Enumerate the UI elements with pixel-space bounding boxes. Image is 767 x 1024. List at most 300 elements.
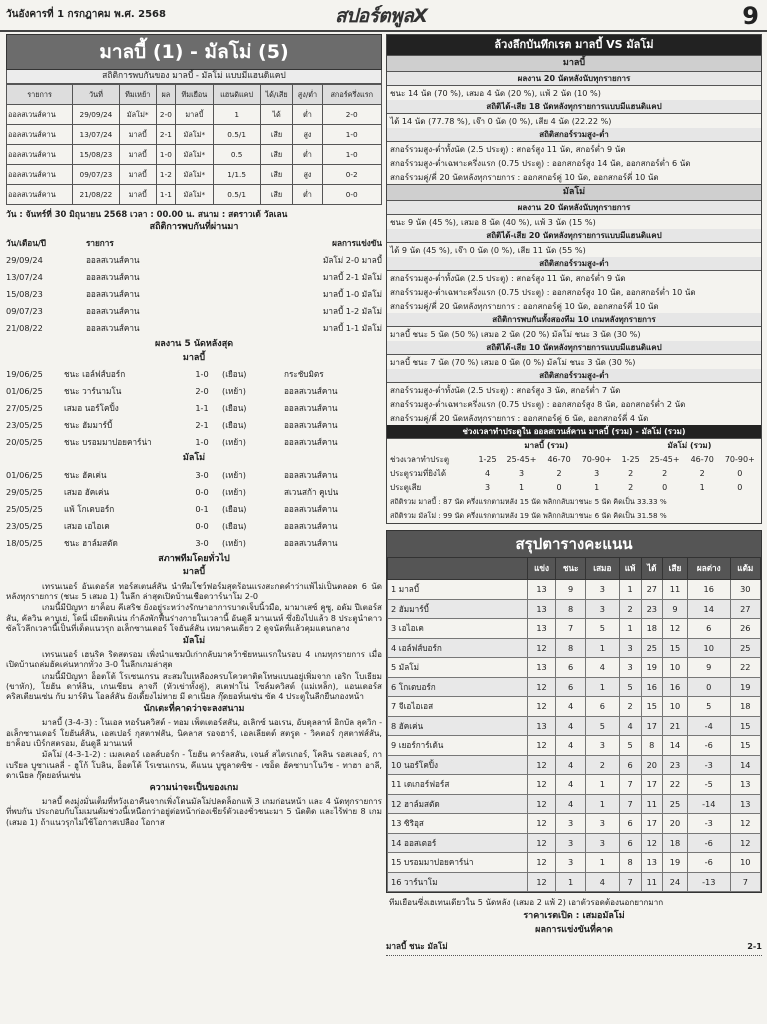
standings-row [388, 599, 761, 619]
standings-cell: 12 [527, 794, 556, 814]
standings-cell: 10 [687, 638, 730, 658]
team2-s2: สถิติได้-เสีย 20 นัดหลังทุกรายการแบบมีแฮนดิแคป [387, 229, 761, 243]
past-head-result: ผลการแข่งขัน [332, 238, 382, 249]
match-info: วัน : จันทร์ที่ 30 มิถุนายน 2568 เวลา : 00.00 น. สนาม : สตราวเด้ วัลเลน [6, 208, 288, 219]
h2h-cell: มาลบี้ [119, 184, 156, 204]
standings-cell: 7 [730, 872, 760, 892]
team2-l3: สกอร์รวมสูง-ต่ำทั้งนัด (2.5 ประตู) : สกอร์สูง 11 นัด, สกอร์ต่ำ 9 นัด [390, 273, 626, 283]
standings-cell: 6 [619, 755, 641, 775]
standings-cell: 15 [730, 736, 760, 756]
standings-cell: 9 เยอร์การ์เด้น [388, 736, 528, 756]
standings-cell: 4 [556, 716, 586, 736]
last5-cell: 27/05/25 [6, 403, 43, 414]
standings-cell: 5 [619, 677, 641, 697]
standings-cell: 12 [663, 619, 688, 639]
standings-title: สรุปตารางคะแนน [387, 531, 761, 557]
h2h-cell: เสีย [260, 144, 293, 164]
standings-cell: 12 [527, 755, 556, 775]
standings-cell: 17 [641, 775, 662, 795]
last5-cell: แพ้ โกเตบอร์ก [64, 503, 115, 514]
last5-cell: ออลสเวนส์คาน [284, 386, 338, 397]
past-comp: ออลสเวนส์คาน [86, 306, 140, 317]
standings-cell: 10 [663, 658, 688, 678]
predicted-result-score: 2-1 [747, 941, 762, 952]
standings-cell: 5 [585, 716, 619, 736]
last5-cell: 1-0 [195, 369, 209, 380]
h2h-cell: 09/07/23 [73, 164, 120, 184]
last5-cell: 0-1 [195, 503, 209, 514]
past-comp: ออลสเวนส์คาน [86, 323, 140, 334]
h2h-row [7, 164, 382, 184]
h2h-cell: มาลบี้ [119, 124, 156, 144]
h2h-cell: 0.5/1 [213, 124, 260, 144]
timing-team2: มัลโม่ (รวม) [667, 440, 712, 450]
predicted-result-title: ผลการแข่งขันที่คาด [535, 924, 613, 935]
match-title: มาลบี้ (1) - มัลโม่ (5) [6, 34, 382, 70]
standings-cell: 5 [619, 736, 641, 756]
standings-cell: 19 [641, 658, 662, 678]
lineup-team1: มาลบี้ (3-4-3) : โนเอล ทอร์นควิสต์ - ทอม เพ็ตเตอร์สสัน, อเลิกซ์ นอเรน, อับดุลลาห์ อิกบัล ลุควิก - อเล็กซานเดอร์ โยฮันส์สัน, เอสเปอร์ กุสตาฟสัน, นิคลาส รอจฮาร์, เอลเลียตต์ สตรูด - วิคตอร์ กุสตาฟส์สัน, ยาค็อบ เบิร์กสตรอม, อันดูลี มานเนห์ [6, 717, 382, 749]
standings-cell: 26 [730, 619, 760, 639]
h2h-cell: 1-1 [156, 184, 175, 204]
team1-band: มาลบี้ [387, 55, 761, 72]
last5-row [6, 366, 382, 383]
standings-cell: 12 [527, 853, 556, 873]
last5-row [6, 400, 382, 417]
last5-team1-name: มาลบี้ [182, 352, 206, 363]
past-date: 13/07/24 [6, 272, 43, 283]
standings-cell: 11 [641, 794, 662, 814]
prediction-para: มาลบี้ คงมุ่งมั่นเต็มที่หวังเอาคืนจากเพิ่งโดนมัลโม่ปลดล็อกแพ้ 3 เกมก่อนหน้า และ 4 นัดทุกรายการที่พบกัน ประกอบกับโมเมนตัมช่วงนี้เหนือกว่าอยู่ต่อหน้าก่องเชียร์ตัวเองชั่วชนะมา 5 นัดติด และไร้พ่าย 8 เกม (เสมอ 1) ถ้าแนวรุกไม่ใช้โอกาสเปลือง โอกาส [6, 796, 382, 827]
standings-cell: 3 [585, 599, 619, 619]
standings-cell: 27 [730, 599, 760, 619]
standings-cell: -6 [687, 736, 730, 756]
last5-cell: 01/06/25 [6, 469, 43, 480]
h2h-cell: 0.5/1 [213, 184, 260, 204]
standings-cell: 16 [687, 580, 730, 600]
standings-row [388, 833, 761, 853]
standings-cell: 7 [619, 872, 641, 892]
h2h-cell: มาลบี้ [119, 144, 156, 164]
standings-cell: 3 เอไอเค [388, 619, 528, 639]
standings-col-header: ผลต่าง [687, 558, 730, 580]
h2h-subtitle: สถิติการพบกันของ มาลบี้ - มัลโม่ แบบมีแฮนดิแคป [6, 70, 382, 84]
standings-cell: 4 [556, 736, 586, 756]
team1-l5: สกอร์รวมคู่/คี่ 20 นัดหลังทุกรายการ : ออกสกอร์คู่ 10 นัด, ออกสกอร์คี่ 10 นัด [390, 172, 659, 182]
standings-cell: 10 [730, 853, 760, 873]
past-meetings-title: สถิติการพบกันที่ผ่านมา [149, 221, 239, 232]
past-meeting-row [6, 320, 382, 337]
team2-l5: สกอร์รวมคู่/คี่ 20 นัดหลังทุกรายการ : ออกสกอร์คู่ 10 นัด, ออกสกอร์คี่ 10 นัด [390, 301, 659, 311]
standings-cell: 15 [730, 716, 760, 736]
standings-row [388, 638, 761, 658]
standings-cell: 23 [663, 755, 688, 775]
standings-cell: 13 [730, 794, 760, 814]
last5-cell: (เหย้า) [222, 537, 246, 548]
standings-cell: 3 [585, 814, 619, 834]
h2h-row [7, 104, 382, 124]
standings-cell: 21 [663, 716, 688, 736]
standings-col-header: แข่ง [527, 558, 556, 580]
standings-cell: 22 [730, 658, 760, 678]
past-date: 15/08/23 [6, 289, 43, 300]
standings-cell: 18 [663, 833, 688, 853]
timing-table [387, 439, 761, 495]
team1-l4: สกอร์รวมสูง-ต่ำเฉพาะครึ่งแรก (0.75 ประตู) : ออกสกอร์สูง 14 นัด, ออกสกอร์ต่ำ 6 นัด [390, 158, 691, 168]
h2h-s1: สถิติการพบกันทั้งสองทีม 10 เกมหลังทุกรายการ [387, 313, 761, 327]
last5-cell: 20/05/25 [6, 437, 43, 448]
standings-cell: 4 [556, 775, 586, 795]
standings-cell: 14 [663, 736, 688, 756]
standings-cell: -3 [687, 814, 730, 834]
standings-cell: 13 ซิริอุส [388, 814, 528, 834]
timing-cell: 4 [484, 468, 491, 478]
last5-row [6, 535, 382, 552]
standings-cell: 1 [585, 677, 619, 697]
standings-col-header: เสีย [663, 558, 688, 580]
last5-cell: 23/05/25 [6, 520, 43, 531]
last5-team2-list [6, 467, 382, 552]
last5-cell: 1-0 [195, 437, 209, 448]
standings-cell: 5 [687, 697, 730, 717]
rate-stats-title: ล้วงลึกบันทึกเรต มาลบี้ VS มัลโม่ [387, 35, 761, 55]
standings-cell: 12 [730, 833, 760, 853]
last5-cell: (เหย้า) [222, 386, 246, 397]
h2h-col-header: ทีมเหย้า [119, 84, 156, 104]
h2h-cell: เสีย [260, 124, 293, 144]
standings-cell: 19 [730, 677, 760, 697]
last5-cell: (เยือน) [222, 420, 247, 431]
opening-rate: ราคาเรตเปิด : เสมอมัลโม่ [523, 911, 625, 921]
timing-cell: 0 [662, 482, 668, 492]
last5-cell: ชนะ เอล์ฟส์บอร์ก [64, 369, 126, 380]
past-date: 09/07/23 [6, 306, 43, 317]
timing-label: ช่วงเวลาทำประตู [390, 454, 450, 464]
h2h-cell: มัลโม่* [176, 184, 214, 204]
h2h-cell: 1/1.5 [213, 164, 260, 184]
standings-cell: 15 [641, 697, 662, 717]
standings-cell: 13 [730, 775, 760, 795]
h2h-cell: มาลบี้ [176, 104, 214, 124]
standings-col-header: ชนะ [556, 558, 586, 580]
standings-cell: -3 [687, 755, 730, 775]
h2h-cell: เสีย [260, 184, 293, 204]
team1-s3: สถิติสกอร์รวมสูง-ต่ำ [387, 128, 761, 142]
standings-cell: -6 [687, 833, 730, 853]
standings-row [388, 716, 761, 736]
standings-row [388, 794, 761, 814]
past-result: มาลบี้ 1-0 มัลโม่ [323, 289, 382, 300]
standings-cell: 10 นอร์โคปิ้ง [388, 755, 528, 775]
lineup-title: นักเตะที่คาดว่าจะลงสนาม [143, 703, 245, 714]
h2h-cell: 2-0 [322, 104, 382, 124]
last5-cell: ชนะ ฮัคเค่น [64, 469, 107, 480]
last5-cell: 3-0 [195, 537, 209, 548]
standings-cell: 2 [585, 755, 619, 775]
h2h-cell: สูง [293, 124, 322, 144]
standings-cell: 14 [687, 599, 730, 619]
standings-cell: 12 [527, 697, 556, 717]
h2h-cell: ได้ [260, 104, 293, 124]
past-date: 29/09/24 [6, 255, 43, 266]
last5-cell: ชนะ วาร์นามโน [64, 386, 122, 397]
standings-cell: 25 [663, 794, 688, 814]
past-meeting-row [6, 252, 382, 269]
last5-cell: 1-1 [195, 403, 209, 414]
rate-stats-box [386, 34, 762, 524]
standings-row [388, 658, 761, 678]
last5-row [6, 501, 382, 518]
standings-footnote: ทีมเยือนซึ่งเฮเทนเดียวใน 5 นัดหลัง (เสมอ 2 แพ้ 2) เอาตัวรอดต้องนอกยากมาก [389, 897, 664, 907]
timing-cell: 1 [518, 482, 525, 492]
last5-team1-list [6, 366, 382, 451]
team2-s3: สถิติสกอร์รวมสูง-ต่ำ [387, 257, 761, 271]
standings-cell: 10 [663, 697, 688, 717]
standings-cell: 16 [663, 677, 688, 697]
standings-cell: 1 [619, 580, 641, 600]
past-head-date: วัน/เดือน/ปี [6, 238, 47, 249]
last5-cell: ออลสเวนส์คาน [284, 420, 338, 431]
standings-cell: 14 ออสเตอร์ [388, 833, 528, 853]
timing-cell: 0 [737, 468, 743, 478]
last5-cell: (เยือน) [222, 403, 247, 414]
last5-cell: ออลสเวนส์คาน [284, 403, 338, 414]
form-team2: มัลโม่ [182, 635, 206, 646]
team2-s1: ผลงาน 20 นัดหลังนับทุกรายการ [387, 201, 761, 215]
standings-cell: 7 จีเอไอเอส [388, 697, 528, 717]
last5-cell: 25/05/25 [6, 503, 43, 514]
standings-cell: -14 [687, 794, 730, 814]
h2h-col-header: แฮนดิแคป [213, 84, 260, 104]
standings-cell: 25 [641, 638, 662, 658]
standings-cell: 25 [730, 638, 760, 658]
standings-cell: 1 [556, 872, 586, 892]
timing-cell: 3 [594, 468, 600, 478]
standings-cell: 4 [556, 794, 586, 814]
standings-cell: 12 ฮาล์มสตัด [388, 794, 528, 814]
timing-conceded-label: ประตูเสีย [390, 482, 422, 492]
timing-cell: 2 [556, 468, 562, 478]
standings-cell: 16 วาร์นาโม [388, 872, 528, 892]
past-result: มาลบี้ 2-1 มัลโม่ [323, 272, 382, 283]
h2h-cell: ออลสเวนส์คาน [7, 144, 73, 164]
standings-cell: 5 มัลโม่ [388, 658, 528, 678]
h2h-cell: มัลโม่* [176, 144, 214, 164]
last5-cell: 29/05/25 [6, 486, 43, 497]
standings-cell: 14 [730, 755, 760, 775]
timing-cell: 0 [556, 482, 562, 492]
h2h-cell: สูง [293, 164, 322, 184]
page-number: 9 [742, 2, 759, 30]
timing-cell: 3 [518, 468, 525, 478]
timing-cell: 2 [699, 468, 705, 478]
lineup-team2: มัลโม่ (4-3-1-2) : เมลเคอร์ เอลส์บอร์ก - โยฮัน คาร์ลสสัน, เจนส์ สไตรเกอร์, โคลิน รอสเลอร์, กาเบรียล บูซาเนลลี่ - ฮูโก้ โบลิน, อ็อตโต้ โรเซนเกรน, คีแนน บูซูลาดซิช - เซอ็ด ฮัคซาบาโนวิช - ทาฮา อาลี, ดาเนียล กุ๊ดยอห์นเซ่น [6, 749, 382, 781]
timing-title: ช่วงเวลาทำประตูใน ออลสเวนส์คาน มาลบี้ (รวม) - มัลโม่ (รวม) [387, 425, 761, 439]
past-meeting-row [6, 269, 382, 286]
standings-cell: 7 [619, 775, 641, 795]
timing-col-header: 25-45+ [649, 454, 680, 464]
standings-cell: 23 [641, 599, 662, 619]
last5-cell: (เยือน) [222, 369, 247, 380]
standings-cell: 6 [687, 619, 730, 639]
h2h-cell: มัลโม่* [176, 124, 214, 144]
timing-col-header: 70-90+ [581, 454, 612, 464]
h2h-cell: 1-0 [322, 144, 382, 164]
standings-row [388, 619, 761, 639]
h2h-col-header: ทีมเยือน [176, 84, 214, 104]
standings-cell: 2 [619, 599, 641, 619]
timing-cell: 2 [628, 468, 634, 478]
standings-cell: 8 [619, 853, 641, 873]
standings-cell: 2 ฮัมมาร์บี้ [388, 599, 528, 619]
standings-cell: 12 [527, 872, 556, 892]
standings-cell: 2 [619, 697, 641, 717]
h2h-cell: 21/08/22 [73, 184, 120, 204]
timing-cell: 1 [594, 482, 600, 492]
h2h-cell: 13/07/24 [73, 124, 120, 144]
last5-cell: 2-1 [195, 420, 209, 431]
standings-cell: 12 [527, 775, 556, 795]
last5-row [6, 518, 382, 535]
last5-cell: (เยือน) [222, 520, 247, 531]
standings-col-header: แต้ม [730, 558, 760, 580]
past-comp: ออลสเวนส์คาน [86, 255, 140, 266]
standings-cell: 13 [641, 853, 662, 873]
standings-cell: 13 [527, 580, 556, 600]
standings-row [388, 755, 761, 775]
standings-cell: 18 [641, 619, 662, 639]
standings-cell: 3 [585, 736, 619, 756]
past-head-comp: รายการ [86, 238, 114, 249]
h2h-cell: ออลสเวนส์คาน [7, 124, 73, 144]
standings-cell: 7 [619, 794, 641, 814]
left-column [6, 34, 382, 1024]
standings-cell: 4 [619, 716, 641, 736]
standings-cell: 9 [687, 658, 730, 678]
past-comp: ออลสเวนส์คาน [86, 272, 140, 283]
team2-band: มัลโม่ [387, 184, 761, 201]
last5-row [6, 383, 382, 400]
h2h-cell: 29/09/24 [73, 104, 120, 124]
h2h-l4: สกอร์รวมสูง-ต่ำเฉพาะครึ่งแรก (0.75 ประตู) : ออกสกอร์สูง 8 นัด, ออกสกอร์ต่ำ 2 นัด [390, 399, 686, 409]
standings-cell: 18 [730, 697, 760, 717]
h2h-cell: ต่ำ [293, 104, 322, 124]
standings-row [388, 580, 761, 600]
last5-row [6, 467, 382, 484]
past-result: มาลบี้ 1-1 มัลโม่ [323, 323, 382, 334]
standings-col-header: แพ้ [619, 558, 641, 580]
h2h-l5: สกอร์รวมคู่/คี่ 20 นัดหลังทุกรายการ : ออกสกอร์คู่ 6 นัด, ออกสกอร์คี่ 4 นัด [390, 413, 649, 423]
publication-logo: สปอร์ตพูลX [335, 5, 428, 27]
past-meeting-row [6, 303, 382, 320]
standings-row [388, 677, 761, 697]
h2h-cell: ออลสเวนส์คาน [7, 104, 73, 124]
standings-cell: -13 [687, 872, 730, 892]
h2h-cell: เสีย [260, 164, 293, 184]
form-title: สภาพทีมโดยทั่วไป [158, 553, 230, 564]
standings-cell: 9 [663, 599, 688, 619]
standings-cell: 12 [527, 814, 556, 834]
standings-cell: 11 [663, 580, 688, 600]
standings-cell: 1 [585, 775, 619, 795]
team2-l1: ชนะ 9 นัด (45 %), เสมอ 8 นัด (40 %), แพ้ 3 นัด (15 %) [390, 217, 596, 227]
form-team1: มาลบี้ [182, 567, 206, 578]
h2h-cell: 1 [213, 104, 260, 124]
last5-cell: ออลสเวนส์คาน [284, 537, 338, 548]
last5-cell: 0-0 [195, 486, 209, 497]
standings-cell: 5 [585, 619, 619, 639]
standings-cell: 12 [641, 833, 662, 853]
standings-row [388, 736, 761, 756]
last5-cell: 19/06/25 [6, 369, 43, 380]
last5-cell: สเวนสก้า คูเปน [284, 486, 339, 497]
timing-cell: 3 [484, 482, 491, 492]
last5-cell: เสมอ ฮัคเค่น [64, 486, 110, 497]
last5-cell: ออลสเวนส์คาน [284, 503, 338, 514]
h2h-s3: สถิติสกอร์รวมสูง-ต่ำ [387, 369, 761, 383]
standings-cell: 6 [556, 658, 586, 678]
past-date: 21/08/22 [6, 323, 43, 334]
form-team2-para2: เกมนี้มีปัญหา อ็อตโต้ โรเซนเกรน สะสมใบเหลืองครบโควตาติดโทษแบนอยู่เพิ่มจาก เอริก โบเธียม (ขาหัก), โยฮัน ดาห์ลิน, เกนเซียน ลาจกี (หัวเข่าทั้งคู่), สเตฟาโน่ โซล์มควิสต์ (แม่เหล็ก), แอนเดอร์ส คริสเตียนเซ่น กับ มาร์ติน โอลส์สัน ยังเดี้ยงไม่หาย มี ดาเนียล กุ๊ดยอห์นเซ่น ซัด 4 ประตูในลีกยืนกองหน้า [6, 670, 382, 702]
last5-cell: 23/05/25 [6, 420, 43, 431]
h2h-cell: มัลโม่* [119, 104, 156, 124]
h2h-cell: 1-0 [156, 144, 175, 164]
timing-team1: มาลบี้ (รวม) [524, 440, 569, 450]
last5-cell: (เหย้า) [222, 486, 246, 497]
last5-cell: ออลสเวนส์คาน [284, 437, 338, 448]
standings-cell: -6 [687, 853, 730, 873]
page-header [0, 0, 767, 32]
timing-col-header: 70-90+ [724, 454, 755, 464]
last5-cell: 0-0 [195, 520, 209, 531]
form-team2-para1: เทรนเนอร์ เฮนริค ริดสตรอม เพิ่งนำแชมป์เก่ากลับมาคว้าชัยหนแรกในรอบ 4 เกมทุกรายการ เมื่อเปิดบ้านถล่มฮัคเค่นหากทั่วง 3-0 ในลีกเกมล่าสุด [6, 649, 382, 670]
last5-cell: 3-0 [195, 469, 209, 480]
past-result: มาลบี้ 1-2 มัลโม่ [323, 306, 382, 317]
standings-cell: 12 [527, 736, 556, 756]
standings-cell: 20 [663, 814, 688, 834]
standings-cell: 6 [619, 814, 641, 834]
last5-row [6, 484, 382, 501]
predicted-result [386, 938, 762, 956]
standings-cell: 3 [585, 833, 619, 853]
standings-cell: 7 [556, 619, 586, 639]
timing-col-header: 46-70 [690, 454, 714, 464]
h2h-s2: สถิติได้-เสีย 10 นัดหลังทุกรายการแบบมีแฮนดิแคป [387, 341, 761, 355]
standings-cell: 13 [527, 619, 556, 639]
standings-cell: 3 [556, 853, 586, 873]
form-team1-para2: เกมนี้มีปัญหา ยาค็อบ คีเสริช ยังอยู่ระหว่างรักษาอาการบาดเจ็บนิ้วมือ, มามาเสซ์ คูซู, อดัม ปีเตอร์สสัน, คัลวิน คาบูเย่, โดนี่ เมียตติเน่น กำลังพักฟื้นร่างกายในเวลานี้ อันดูลี มานเนห์ ซึ่งยิงไปแล้ว 8 ประตูนำดาวซัลโวลีกเวลานี้เป็นที่เด็ดแนวรุก อเล็กซานเดอร์ โจฮันส์สัน เหมาคนเดียว 2 ดูจนัดที่แล้วคุมแดนกลาง [6, 602, 382, 634]
standings-cell: 1 [585, 853, 619, 873]
standings-col-header [388, 558, 528, 580]
last5-row [6, 417, 382, 434]
standings-cell: 4 [585, 872, 619, 892]
form-team1-para1: เทรนเนอร์ อันเดอร์ส ทอร์สเตนส์สัน นำทีมโชว์ฟอร์มสุดร้อนแรงสะกดคำว่าแพ้ไม่เป็นตลอด 6 นัดหลังทุกรายการ (ชนะ 5 เสมอ 1) ในลีก ล่าสุดเปิดบ้านเชือดวาร์นาโม 2-0 [6, 580, 382, 602]
past-meetings-header [6, 235, 382, 252]
timing-col-header: 1-25 [621, 454, 640, 464]
standings-row [388, 872, 761, 892]
standings-cell: 13 [527, 658, 556, 678]
last5-cell: ชนะ ฮัมมาร์บี้ [64, 420, 113, 431]
team2-l4: สกอร์รวมสูง-ต่ำเฉพาะครึ่งแรก (0.75 ประตู) : ออกสกอร์สูง 10 นัด, ออกสกอร์ต่ำ 10 นัด [390, 287, 696, 297]
standings-cell: 8 [556, 599, 586, 619]
standings-cell: -5 [687, 775, 730, 795]
timing-cell: 1 [699, 482, 705, 492]
standings-cell: 13 [527, 716, 556, 736]
h2h-l2: มาลบี้ ชนะ 7 นัด (70 %) เสมอ 0 นัด (0 %) มัลโม่ ชนะ 3 นัด (30 %) [390, 357, 636, 367]
team1-s2: สถิติได้-เสีย 18 นัดหลังทุกรายการแบบมีแฮนดิแคป [387, 100, 761, 114]
team1-l3: สกอร์รวมสูง-ต่ำทั้งนัด (2.5 ประตู) : สกอร์สูง 11 นัด, สกอร์ต่ำ 9 นัด [390, 144, 626, 154]
h2h-col-header: สูง/ต่ำ [293, 84, 322, 104]
